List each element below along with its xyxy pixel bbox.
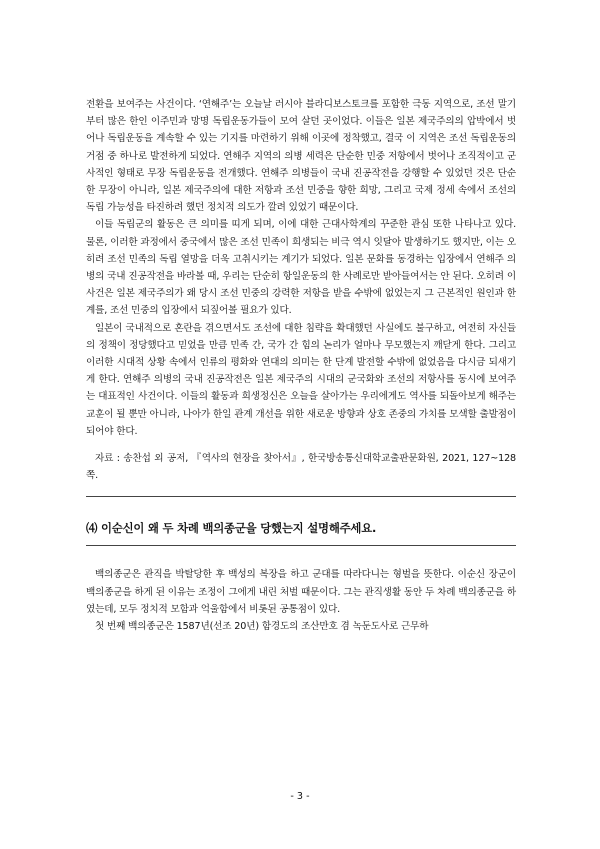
paragraph-3: 일본이 국내적으로 혼란을 겪으면서도 조선에 대한 침략을 확대했던 사실에도 불구하고, 여전히 자신들의 정책이 정당했다고 믿었을 만큼 민족 간, 국가 간 힘의 논리가 얼마나 무모했는지 깨닫게 한다. 그리고 이러한 시대적 상황 속에서 인류의 평화와 연대의 의미는 한 단계 발전할 수밖에 없었음을 다시금 되새기게 한다. 연해주 의병의 국내 진공작전은 일본 제국주의 시대의 군국화와 조선의 저항사를 동시에 보여주는 대표적인 사건이다. 이들의 활동과 희생정신은 오늘을 살아가는 우리에게도 역사를 되돌아보게 해주는 교훈이 될 뿐만 아니라, 나아가 한일 관계 개선을 위한 새로운 방향과 상호 존중의 가치를 모색할 출발점이 되어야 한다. [86, 322, 516, 437]
document-page [86, 96, 516, 635]
section-heading: ⑷ 이순신이 왜 두 차례 백의종군을 당했는지 설명해주세요. [86, 521, 377, 536]
section-paragraph-2: 첫 번째 백의종군은 1587년(선조 20년) 함경도의 조산만호 겸 녹둔도사로 근무하 [95, 621, 429, 633]
page-number: - 3 - [290, 791, 310, 802]
paragraph-2: 이들 독립군의 활동은 큰 의미를 띠게 되며, 이에 대한 근대사학계의 꾸준한 관심 또한 나타나고 있다. 물론, 이러한 과정에서 중국에서 많은 조선 민족이 희생되는 비극 역시 잇달아 발생하기도 했지만, 이는 오히려 조선 민족의 독립 열망을 더욱 고취시키는 계기가 되었다. 일본 문화를 동경하는 입장에서 연해주 의병의 국내 진공작전을 바라볼 때, 우리는 단순히 항일운동의 한 사례로만 받아들여서는 안 된다. 오히려 이 사건은 일본 제국주의가 왜 당시 조선 민중의 강력한 저항을 받을 수밖에 없었는지 그 근본적인 원인과 한계를, 조선 민중의 입장에서 되짚어볼 필요가 있다. [86, 219, 516, 317]
section-divider-top [86, 496, 516, 497]
section-paragraph-1: 백의종군은 관직을 박탈당한 후 백성의 복장을 하고 군대를 따라다니는 형벌을 뜻한다. 이순신 장군이 백의종군을 하게 된 이유는 조정이 그에게 내린 처벌 때문이다. 그는 관직생활 동안 두 차례 백의종군을 하였는데, 모두 정치적 모함과 억울함에서 비롯된 공통점이 있다. [86, 569, 516, 615]
section-divider-bottom [86, 545, 516, 546]
paragraph-1: 전환을 보여주는 사건이다. ‘연해주’는 오늘날 러시아 블라디보스토크를 포함한 극동 지역으로, 조선 말기부터 많은 한인 이주민과 망명 독립운동가들이 모여 살던 곳이었다. 이들은 일본 제국주의의 압박에서 벗어나 독립운동을 계속할 수 있는 기지를 마련하기 위해 이곳에 정착했고, 결국 이 지역은 조선 독립운동의 거점 중 하나로 발전하게 되었다. 연해주 지역의 의병 세력은 단순한 민중 저항에서 벗어나 조직적이고 군사적인 형태로 무장 독립운동을 전개했다. 연해주 의병들이 국내 진공작전을 강행할 수 있었던 것은 단순한 무장이 아니라, 일본 제국주의에 대한 저항과 조선 민중을 향한 희망, 그리고 국제 정세 속에서 조선의 독립 가능성을 타진하려 했던 정치적 의도가 깔려 있었기 때문이다. [86, 99, 516, 214]
source-citation: 자료 : 송찬섭 외 공저, 『역사의 현장을 찾아서』, 한국방송통신대학교출판문화원, 2021, 127~128쪽. [86, 453, 516, 482]
